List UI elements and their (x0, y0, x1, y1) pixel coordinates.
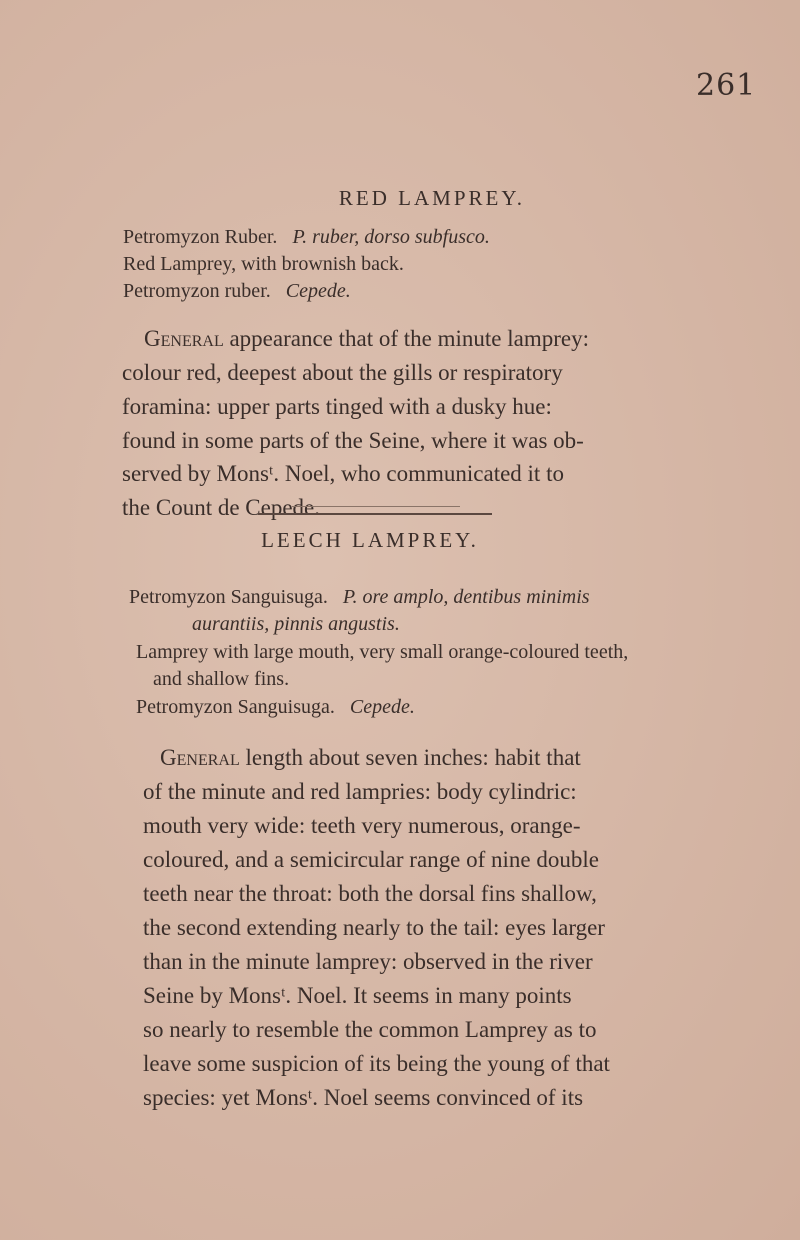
paragraph-line: colour red, deepest about the gills or respiratory (122, 360, 563, 385)
paragraph-line: the Count de Cepede. (122, 495, 321, 520)
synonym-line (136, 696, 415, 719)
paragraph-line: leave some suspicion of its being the young of that (143, 1051, 610, 1076)
synonym-name: Petromyzon ruber. (123, 280, 271, 302)
synonym-line (123, 280, 351, 303)
synonym-name: Red Lamprey, with brownish back. (123, 253, 404, 275)
paragraph-line: served by Monsᵗ. Noel, who communicated it to (122, 461, 564, 486)
section-divider (258, 513, 492, 515)
paragraph-lead: General (144, 326, 224, 351)
paragraph-text: appearance that of the minute lamprey: (229, 326, 590, 351)
synonym-name: Petromyzon Ruber. (123, 226, 278, 248)
synonym-line (123, 226, 490, 249)
paragraph-line: foramina: upper parts tinged with a dusky hue: (122, 394, 552, 419)
synonym-line: Lamprey with large mouth, very small orange-coloured teeth, (136, 641, 629, 663)
paragraph-line: of the minute and red lampries: body cylindric: (143, 779, 577, 804)
paragraph-line: species: yet Monsᵗ. Noel seems convinced of its (143, 1085, 584, 1110)
paragraph-lead: General (160, 745, 240, 770)
paragraph-line (160, 745, 581, 771)
page-number: 261 (696, 68, 757, 103)
synonym-line: and shallow fins. (153, 668, 290, 690)
paragraph-line (144, 326, 589, 352)
paragraph-line: teeth near the throat: both the dorsal fins shallow, (143, 881, 597, 906)
paragraph-line: found in some parts of the Seine, where it was ob- (122, 428, 584, 453)
synonym-name: Petromyzon Sanguisuga. (129, 586, 328, 608)
paragraph-line: the second extending nearly to the tail: eyes larger (143, 915, 605, 940)
synonym-author: Cepede. (349, 696, 415, 718)
paragraph-line: mouth very wide: teeth very numerous, orange- (143, 813, 581, 838)
paragraph-text: length about seven inches: habit that (245, 745, 581, 770)
section-title-red-lamprey: RED LAMPREY. (338, 186, 526, 210)
synonym-description: P. ore amplo, dentibus minimis (342, 586, 590, 608)
synonym-name: Petromyzon Sanguisuga. (136, 696, 335, 718)
synonym-author: Cepede. (285, 280, 351, 302)
paragraph-line: coloured, and a semicircular range of nine double (143, 847, 599, 872)
synonym-description: P. ruber, dorso subfusco. (292, 226, 490, 248)
paragraph-line: Seine by Monsᵗ. Noel. It seems in many points (143, 983, 572, 1008)
synonym-line (123, 253, 404, 276)
paragraph-line: so nearly to resemble the common Lamprey as to (143, 1017, 597, 1042)
synonym-description-continued: aurantiis, pinnis angustis. (192, 613, 400, 635)
section-title-leech-lamprey: LEECH LAMPREY. (261, 528, 479, 552)
paragraph-line: than in the minute lamprey: observed in the river (143, 949, 593, 974)
section-divider-thin (292, 506, 460, 507)
synonym-line (129, 586, 590, 609)
